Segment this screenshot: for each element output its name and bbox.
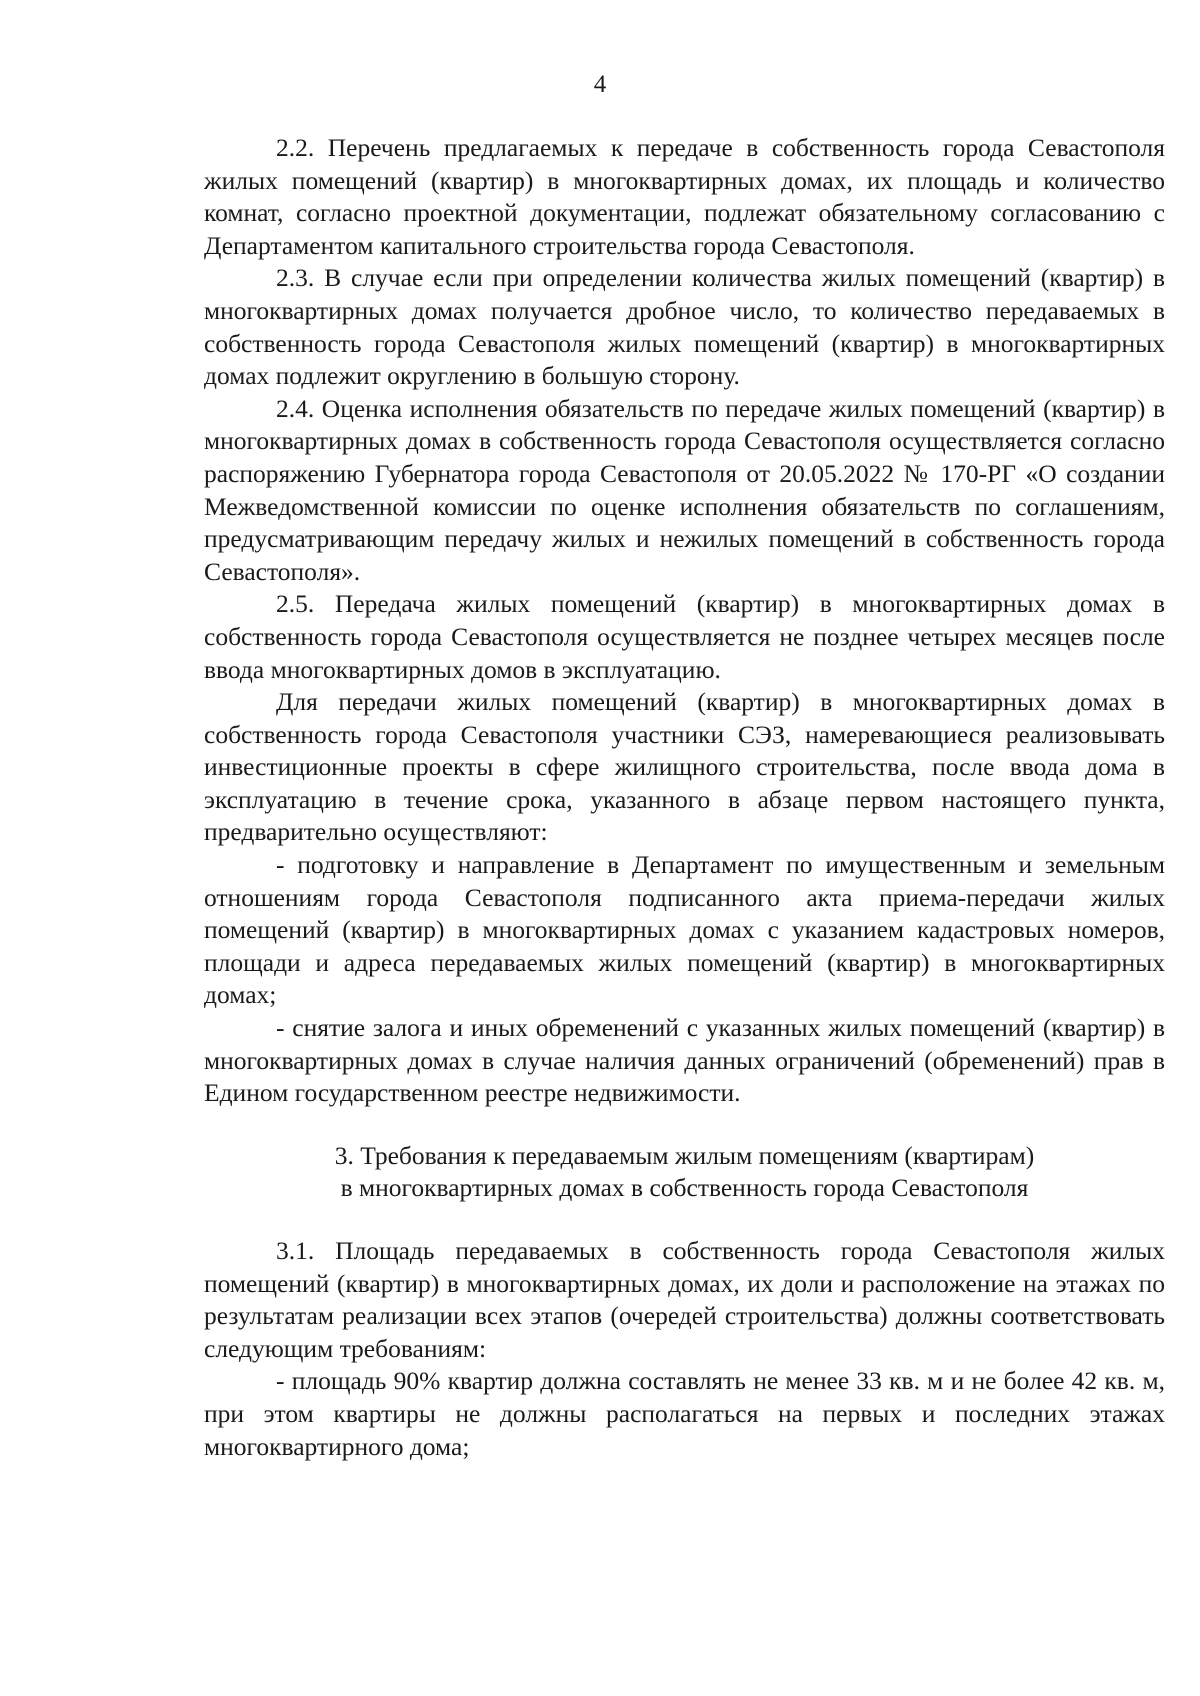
paragraph-3-1: 3.1. Площадь передаваемых в собственность города Севастополя жилых помещений (квартир) в многоквартирных домах, их доли и расположение на этажах по результатам реализации всех этапов (очередей строительства) должны соответствовать следующим требованиям:: [204, 1236, 1165, 1363]
paragraph-2-2: 2.2. Перечень предлагаемых к передаче в собственность города Севастополя жилых помещений (квартир) в многоквартирных домах, их площадь и количество комнат, согласно проектной документации, подлежат обязательному согласованию с Департаментом капитального строительства города Севастополя.: [204, 133, 1165, 260]
paragraph-2-5: 2.5. Передача жилых помещений (квартир) в многоквартирных домах в собственность города Севастополя осуществляется не позднее четырех месяцев после ввода многоквартирных домов в эксплуатацию.: [204, 589, 1165, 684]
section-3-heading-line-2: в многоквартирных домах в собственность города Севастополя: [340, 1173, 1029, 1203]
list-item-encumbrance-removal: - снятие залога и иных обременений с указанных жилых помещений (квартир) в многоквартирных домах в случае наличия данных ограничений (обременений) прав в Едином государственном реестре недвижимости.: [204, 1013, 1165, 1108]
list-item-act-preparation: - подготовку и направление в Департамент по имущественным и земельным отношениям города Севастополя подписанного акта приема-передачи жилых помещений (квартир) в многоквартирных домах с указанием кадастровых номеров, площади и адреса передаваемых жилых помещений (квартир) в многоквартирных домах;: [204, 850, 1165, 1010]
paragraph-2-4: 2.4. Оценка исполнения обязательств по передаче жилых помещений (квартир) в многоквартирных домах в собственность города Севастополя осуществляется согласно распоряжению Губернатора города Севастополя от 20.05.2022 № 170-РГ «О создании Межведомственной комиссии по оценке исполнения обязательств по соглашениям, предусматривающим передачу жилых и нежилых помещений в собственность города Севастополя».: [204, 393, 1165, 586]
list-item-apartment-area: - площадь 90% квартир должна составлять не менее 33 кв. м и не более 42 кв. м, при этом квартиры не должны располагаться на первых и последних этажах многоквартирного дома;: [204, 1366, 1165, 1461]
section-3-heading-line-1: 3. Требования к передаваемым жилым помещениям (квартирам): [334, 1140, 1035, 1170]
paragraph-2-5-transfer-conditions: Для передачи жилых помещений (квартир) в многоквартирных домах в собственность города Севастополя участники СЭЗ, намеревающиеся реализовывать инвестиционные проекты в сфере жилищного строительства, после ввода дома в эксплуатацию в течение срока, указанного в абзаце первом настоящего пункта, предварительно осуществляют:: [204, 687, 1165, 847]
section-3-heading: [204, 1140, 1165, 1205]
page-number: 4: [593, 71, 607, 98]
paragraph-2-3: 2.3. В случае если при определении количества жилых помещений (квартир) в многоквартирных домах получается дробное число, то количество передаваемых в собственность города Севастополя жилых помещений (квартир) в многоквартирных домах подлежит округлению в большую сторону.: [204, 263, 1165, 391]
document-body: [204, 132, 1165, 1463]
